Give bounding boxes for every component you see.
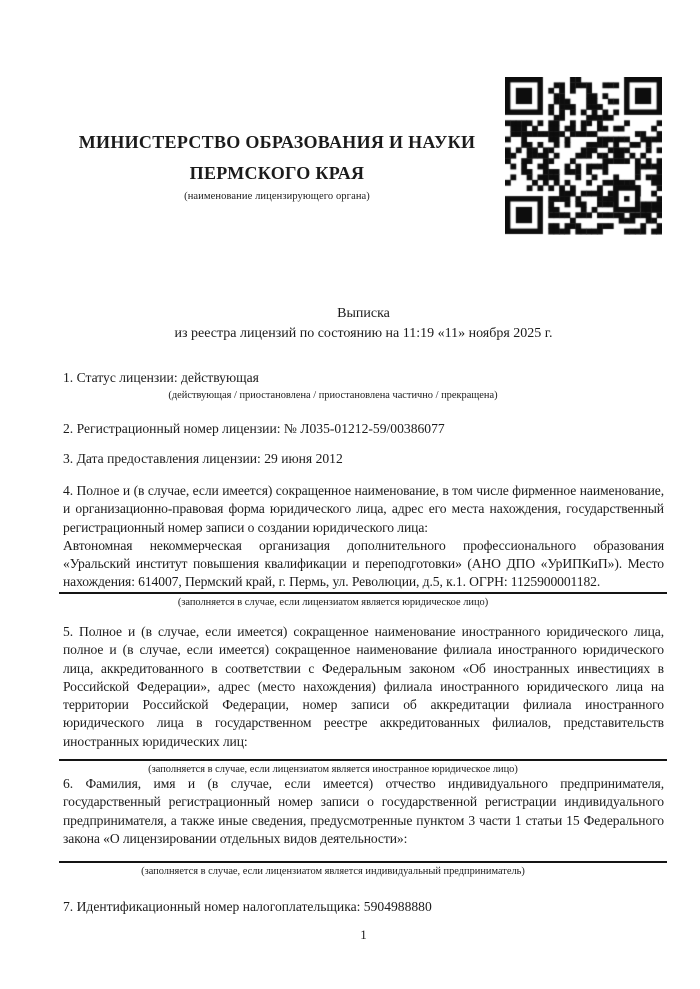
- document-title: [63, 304, 664, 343]
- ministry-caption: (наименование лицензирующего органа): [184, 191, 370, 202]
- section-license-date: [63, 450, 664, 468]
- section-individual-entrepreneur: [63, 775, 664, 878]
- legal-entity-label: 4. Полное и (в случае, если имеется) сокращенное наименование, в том числе фирменное наименование, и организационно-правовая форма юридического лица, адрес его места нахождения, государственный регистрационный номер записи о создании юридического лица:: [63, 483, 664, 535]
- licensing-authority-header: [66, 127, 488, 202]
- fill-line: [59, 759, 667, 761]
- license-date-text: 3. Дата предоставления лицензии: 29 июня 2012: [63, 451, 343, 466]
- legal-entity-value: Автономная некоммерческая организация дополнительного профессионального образования «Уральский институт повышения квалификации и переподготовки» (АНО ДПО «УрИПКиП»). Место нахождения: 614007, Пермский край, г. Пермь, ул. Революции, д.5, к.1. ОГРН: 1125900001182.: [63, 537, 664, 590]
- ministry-name-line2: ПЕРМСКОГО КРАЯ: [189, 163, 365, 183]
- qr-code-icon: [505, 77, 662, 235]
- document-title-line2: из реестра лицензий по состоянию на 11:19 «11» ноября 2025 г.: [174, 325, 553, 341]
- foreign-entity-caption: (заполняется в случае, если лицензиатом является иностранное юридическое лицо): [148, 764, 518, 776]
- section-license-status: [63, 369, 664, 402]
- taxpayer-number-text: 7. Идентификационный номер налогоплательщика: 5904988880: [63, 899, 432, 914]
- section-legal-entity: [63, 482, 664, 609]
- fill-line: [59, 592, 667, 594]
- ministry-name-line1: МИНИСТЕРСТВО ОБРАЗОВАНИЯ И НАУКИ: [78, 132, 476, 152]
- section-foreign-entity: [63, 623, 664, 776]
- page-number: 1: [360, 927, 367, 942]
- fill-line: [59, 861, 667, 863]
- legal-entity-caption: (заполняется в случае, если лицензиатом является юридическое лицо): [177, 596, 489, 608]
- section-taxpayer-number: [63, 898, 664, 916]
- individual-entrepreneur-caption: (заполняется в случае, если лицензиатом является индивидуальный предприниматель): [141, 866, 525, 878]
- license-status-text: 1. Статус лицензии: действующая: [63, 370, 259, 385]
- individual-entrepreneur-label: 6. Фамилия, имя и (в случае, если имеется) отчество индивидуального предпринимателя, государственный регистрационный номер записи о государственной регистрации индивидуального предпринимателя, а также иные сведения, предусмотренные пунктом 3 части 1 статьи 15 Федерального закона «О лицензировании отдельных видов деятельности»:: [63, 776, 664, 846]
- document-title-line1: Выписка: [337, 306, 390, 321]
- registration-number-text: 2. Регистрационный номер лицензии: № Л035-01212-59/00386077: [63, 421, 445, 436]
- license-status-caption: (действующая / приостановлена / приостановлена частично / прекращена): [168, 390, 498, 402]
- foreign-entity-label: 5. Полное и (в случае, если имеется) сокращенное наименование иностранного юридического лица, полное и (в случае, если имеется) сокращенное наименование филиала иностранного юридического лица, аккредитованного в соответствии с Федеральным законом «Об иностранных инвестициях в Российской Федерации», адрес (место нахождения) филиала иностранного юридического лица на территории Российской Федерации, номер записи об аккредитации филиала иностранного юридического лица в государственном реестре аккредитованных филиалов, представительств иностранных юридических лиц:: [63, 624, 664, 749]
- ministry-name: [66, 127, 488, 189]
- section-registration-number: [63, 420, 664, 438]
